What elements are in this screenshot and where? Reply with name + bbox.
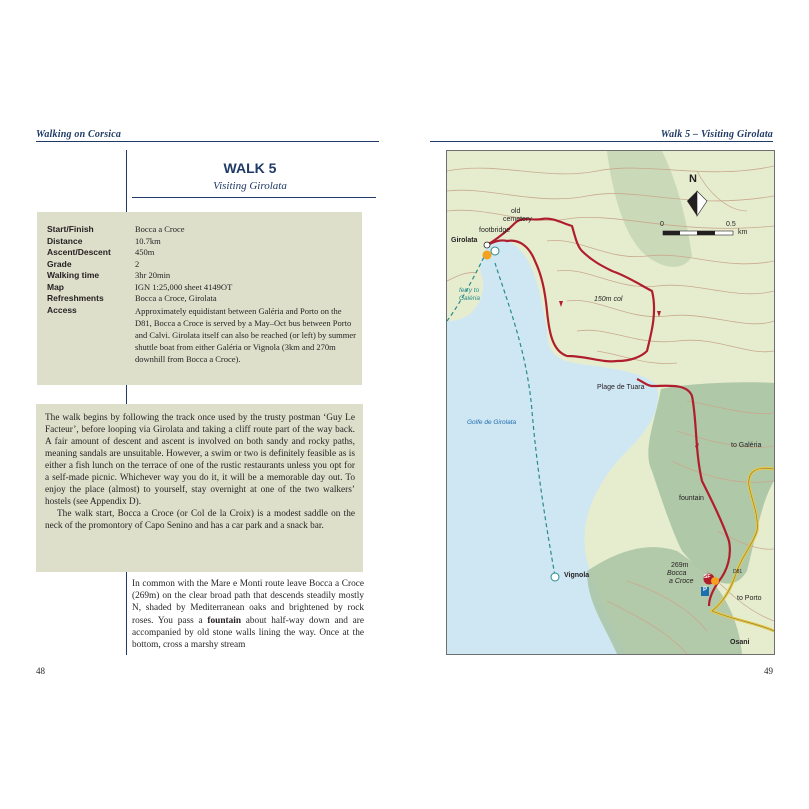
intro-paragraph: The walk start, Bocca a Croce (or Col de la Croix) is a modest saddle on the neck of the promontory of Capo Senino and has a car park and a snack bar. (45, 509, 355, 531)
info-value: Bocca a Croce (135, 224, 185, 234)
map-label-col: 150m col (594, 296, 623, 303)
intro-text (45, 412, 355, 532)
walk-subtitle: Visiting Girolata (213, 180, 287, 192)
ferry-icon (491, 247, 499, 255)
map-label-old: old (511, 208, 521, 215)
intro-paragraph: The walk begins by following the track once used by the trusty postman ‘Guy Le Facteur’, before looping via Girolata and taking a cliff route part of the way back. A fair amount of descent and ascent is involved on both sandy and rocky paths, meaning sandals are unsuitable. However, a swim or two is definitely feasible as is either a fish lunch on the terrace of one of the rustic restaurants unless you opt for a self-made picnic. Whichever way you do it, it will be a memorable day out. To enjoy the place (almost) to yourself, stay overnight at one of the two walkers’ hostels (see Appendix D). (45, 413, 355, 507)
info-label: Refreshments (47, 293, 104, 303)
info-label: Access (47, 304, 77, 315)
map-label-vignola: Vignola (564, 572, 590, 579)
map-label-parking: P (703, 587, 708, 593)
page-number-left: 48 (36, 666, 45, 676)
map-label-golfe: Golfe de Girolata (467, 419, 517, 426)
scale-bar (663, 231, 733, 235)
info-value: 3hr 20min (135, 270, 171, 280)
info-label: Distance (47, 235, 83, 246)
route-map (446, 150, 775, 655)
route-text: In common with the Mare e Monti route leave Bocca a Croce (269m) on the clear broad path that descends steadily mostly N, shaded by Mediterranean oaks and brightened by rock roses. You pass a (132, 579, 364, 626)
map-label-fountain: fountain (679, 495, 704, 502)
refreshment-icon (711, 577, 719, 585)
page-number-right: 49 (764, 666, 773, 676)
map-label-cemetery: cemetery (503, 216, 532, 223)
route-paragraph (132, 578, 364, 651)
info-value: Bocca a Croce, Girolata (135, 293, 217, 303)
refreshment-icon (483, 251, 492, 260)
map-label-sf: SF (704, 574, 711, 580)
map-label-ferry: Galéria (459, 295, 480, 302)
ferry-icon (551, 573, 559, 581)
north-label: N (689, 173, 697, 185)
scale-label-km: km (738, 229, 748, 236)
info-label: Map (47, 281, 64, 292)
info-value: IGN 1:25,000 sheet 4149OT (135, 281, 233, 292)
info-box (37, 212, 362, 385)
map-label-bocca: Bocca (667, 570, 687, 577)
map-label-to-porto: to Porto (737, 595, 762, 602)
title-rule (132, 197, 376, 198)
map-label-footbridge: footbridge (479, 227, 511, 234)
route-text: about half-way down and are accompanied by old stone walls lining the way. Once at the bottom, cross a marshy stream (132, 615, 364, 651)
running-head-right: Walk 5 – Visiting Girolata (660, 129, 773, 140)
info-label: Ascent/Descent (47, 247, 111, 257)
map-label-elevation: 269m (671, 562, 689, 569)
map-label-osani: Osani (730, 639, 750, 646)
walk-title: WALK 5 (223, 160, 277, 176)
scale-label-05: 0.5 (726, 221, 736, 228)
map-label-ferry: ferry to (459, 287, 480, 294)
intro-box (36, 404, 363, 572)
info-label: Grade (47, 258, 72, 269)
info-value: 2 (135, 258, 140, 269)
header-rule-left (36, 141, 379, 142)
info-value: 450m (135, 247, 155, 257)
route-highlight: fountain (207, 615, 241, 626)
map-label-plage: Plage de Tuara (597, 384, 645, 391)
map-label-bocca: a Croce (669, 578, 694, 585)
running-head-left: Walking on Corsica (36, 129, 122, 140)
map-label-girolata: Girolata (451, 237, 478, 244)
header-rule-right (430, 141, 773, 142)
route-description (132, 578, 364, 651)
map-label-to-galeria: to Galéria (731, 442, 762, 449)
info-value: Approximately equidistant between Galéria and Porto on the D81, Bocca a Croce is served by a May–Oct bus between Porto and Calvi. Girolata itself can also be reached (or left) by summer shuttle boat from either Galéria or Vignola (3km and 270m downhill from Bocca a Croce). (135, 305, 356, 364)
info-label: Walking time (47, 270, 100, 280)
scale-label-0: 0 (660, 221, 664, 228)
info-value: 10.7km (135, 235, 161, 246)
map-label-road: D81 (733, 569, 743, 575)
info-label: Start/Finish (47, 224, 94, 234)
girolata-marker-icon (484, 242, 490, 248)
